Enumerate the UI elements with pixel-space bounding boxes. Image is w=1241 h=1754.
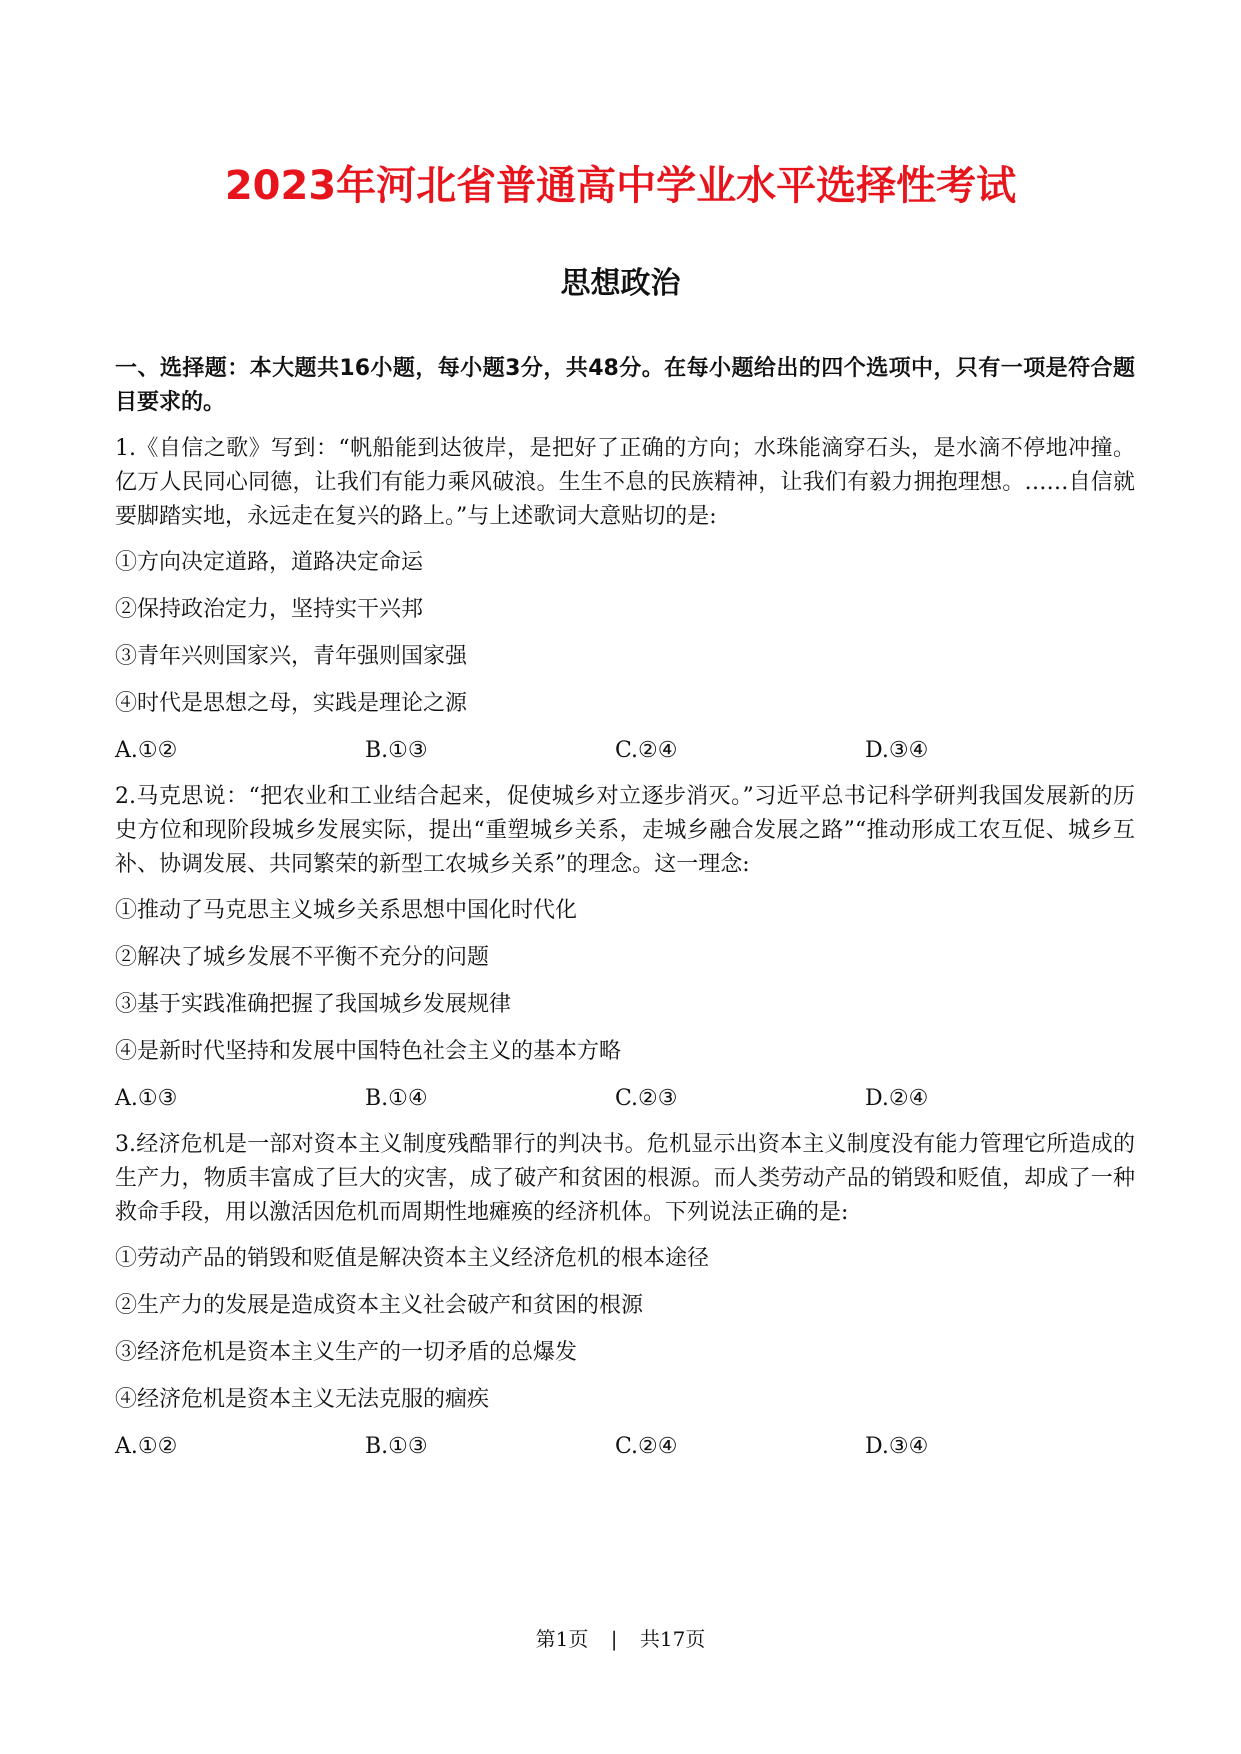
- question-1: [115, 432, 1135, 780]
- question-option: ④经济危机是资本主义无法克服的痼疾: [115, 1387, 490, 1412]
- question-option: ③基于实践准确把握了我国城乡发展规律: [115, 992, 512, 1017]
- exam-title: 2023年河北省普通高中学业水平选择性考试: [224, 163, 1017, 209]
- answer-choice-a: A.①③: [115, 1086, 178, 1111]
- answer-choices: [115, 734, 1135, 780]
- question-stem: 1.《自信之歌》写到：“帆船能到达彼岸，是把好了正确的方向；水珠能滴穿石头，是水滴不停地冲撞。亿万人民同心同德，让我们有能力乘风破浪。生生不息的民族精神，让我们有毅力拥抱理想。……自信就要脚踏实地，永远走在复兴的路上。”与上述歌词大意贴切的是:: [115, 436, 1135, 529]
- question-2: [115, 780, 1135, 1128]
- answer-choices: [115, 1082, 1135, 1128]
- question-stem: 2.马克思说：“把农业和工业结合起来，促使城乡对立逐步消灭。”习近平总书记科学研判我国发展新的历史方位和现阶段城乡发展实际，提出“重塑城乡关系，走城乡融合发展之路”“推动形成工农互促、城乡互补、协调发展、共同繁荣的新型工农城乡关系”的理念。这一理念:: [115, 784, 1135, 877]
- question-option: ①推动了马克思主义城乡关系思想中国化时代化: [115, 898, 578, 923]
- question-option: ②保持政治定力，坚持实干兴邦: [115, 597, 424, 622]
- question-option: ①方向决定道路，道路决定命运: [115, 550, 424, 575]
- subject-title: 思想政治: [560, 266, 681, 301]
- question-option: ③青年兴则国家兴，青年强则国家强: [115, 644, 468, 669]
- page-footer: [0, 1625, 1241, 1653]
- section-heading: 一、选择题：本大题共16小题，每小题3分，共48分。在每小题给出的四个选项中，只有一项是符合题目要求的。: [115, 356, 1135, 415]
- answer-choice-d: D.②④: [865, 1086, 929, 1111]
- answer-choice-a: A.①②: [115, 738, 178, 763]
- footer-separator: |: [610, 1627, 618, 1651]
- question-option: ①劳动产品的销毁和贬值是解决资本主义经济危机的根本途径: [115, 1246, 710, 1271]
- question-stem: 3.经济危机是一部对资本主义制度残酷罪行的判决书。危机显示出资本主义制度没有能力管理它所造成的生产力，物质丰富成了巨大的灾害，成了破产和贫困的根源。而人类劳动产品的销毁和贬值，却成了一种救命手段，用以激活因危机而周期性地瘫痪的经济机体。下列说法正确的是:: [115, 1132, 1135, 1225]
- question-3: [115, 1128, 1135, 1476]
- answer-choice-b: B.①③: [365, 1434, 428, 1459]
- answer-choice-b: B.①③: [365, 738, 428, 763]
- question-option: ②解决了城乡发展不平衡不充分的问题: [115, 945, 490, 970]
- answer-choices: [115, 1430, 1135, 1476]
- answer-choice-c: C.②③: [615, 1086, 678, 1111]
- answer-choice-b: B.①④: [365, 1086, 428, 1111]
- exam-content: [115, 352, 1135, 1476]
- question-option: ②生产力的发展是造成资本主义社会破产和贫困的根源: [115, 1293, 644, 1318]
- answer-choice-d: D.③④: [865, 1434, 929, 1459]
- question-option: ④是新时代坚持和发展中国特色社会主义的基本方略: [115, 1039, 622, 1064]
- answer-choice-a: A.①②: [115, 1434, 178, 1459]
- answer-choice-d: D.③④: [865, 738, 929, 763]
- answer-choice-c: C.②④: [615, 1434, 678, 1459]
- question-option: ③经济危机是资本主义生产的一切矛盾的总爆发: [115, 1340, 578, 1365]
- page-total: 共17页: [639, 1627, 706, 1651]
- answer-choice-c: C.②④: [615, 738, 678, 763]
- question-option: ④时代是思想之母，实践是理论之源: [115, 691, 468, 716]
- page-number: 第1页: [535, 1627, 589, 1651]
